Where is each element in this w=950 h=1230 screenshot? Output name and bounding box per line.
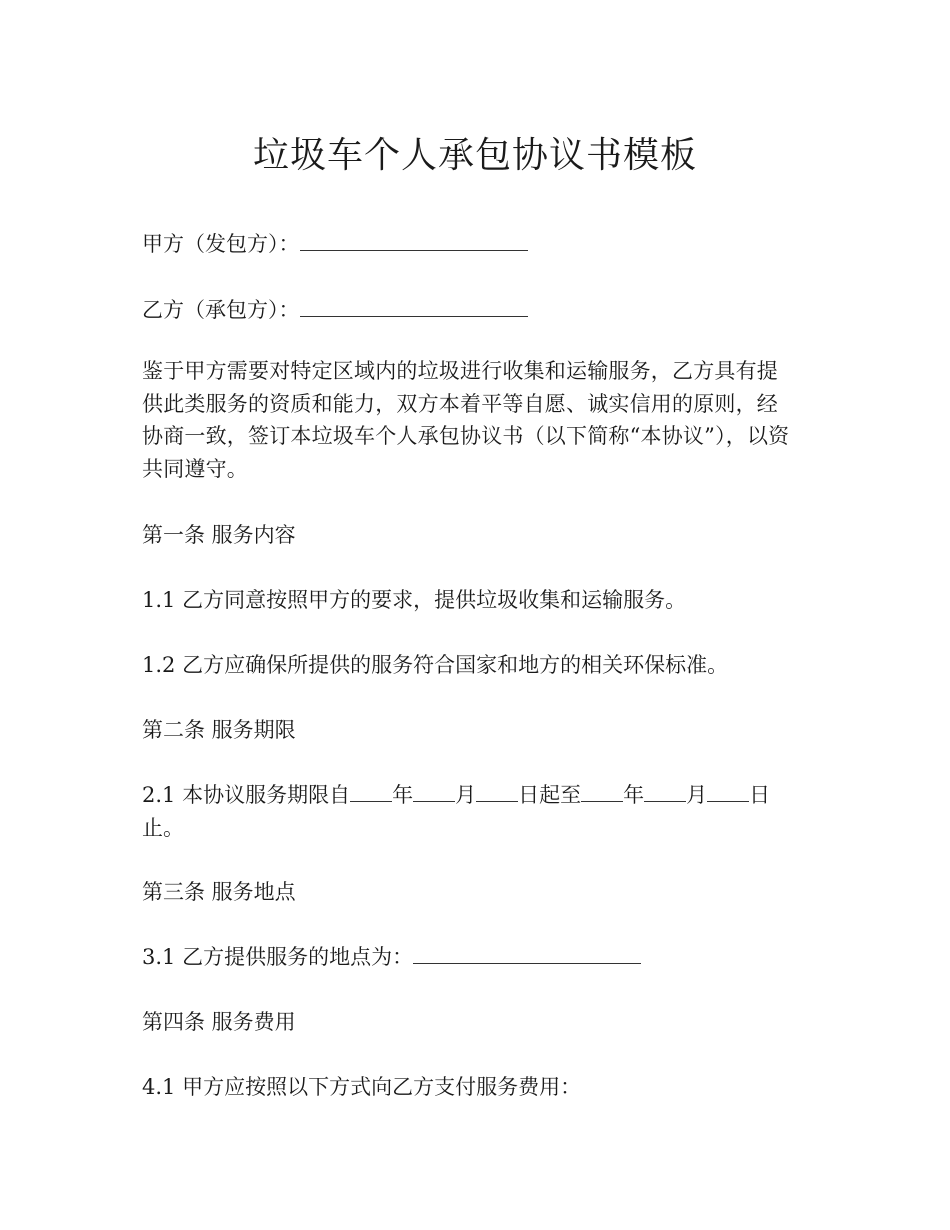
preamble-paragraph: 鉴于甲方需要对特定区域内的垃圾进行收集和运输服务，乙方具有提供此类服务的资质和能力，双方本着平等自愿、诚实信用的原则，经协商一致，签订本垃圾车个人承包协议书（以下简称“本协议”），以资共同遵守。 [142,359,790,481]
article-3-heading: 第三条 服务地点 [142,880,296,904]
clause-4-1: 4.1 甲方应按照以下方式向乙方支付服务费用： [142,1075,582,1099]
end-month-blank[interactable] [644,779,686,802]
end-day-blank[interactable] [707,779,749,802]
clause-1-1: 1.1 乙方同意按照甲方的要求，提供垃圾收集和运输服务。 [142,588,687,612]
clause-2-1 [142,779,770,811]
clause-2-1-end: 止。 [142,816,184,840]
start-year-blank[interactable] [350,779,392,802]
end-month-label: 月 [686,783,708,807]
end-year-label: 年 [623,783,645,807]
article-2-heading: 第二条 服务期限 [142,718,296,742]
clause-2-1-prefix: 2.1 本协议服务期限自 [142,783,351,807]
party-a-label: 甲方（发包方）： [142,232,300,256]
service-location-blank[interactable] [413,941,641,964]
party-a-line [142,228,528,260]
start-year-label: 年 [392,783,414,807]
clause-1-2: 1.2 乙方应确保所提供的服务符合国家和地方的相关环保标准。 [142,653,729,677]
party-b-blank[interactable] [300,294,528,317]
end-day-label: 日 [749,783,771,807]
clause-3-1 [142,941,641,973]
party-b-line [142,294,528,326]
start-month-label: 月 [455,783,477,807]
start-month-blank[interactable] [413,779,455,802]
clause-3-1-label: 3.1 乙方提供服务的地点为： [142,945,414,969]
start-day-label: 日起至 [518,783,582,807]
party-a-blank[interactable] [300,228,528,251]
end-year-blank[interactable] [581,779,623,802]
article-1-heading: 第一条 服务内容 [142,523,296,547]
start-day-blank[interactable] [476,779,518,802]
document-title: 垃圾车个人承包协议书模板 [252,135,697,176]
article-4-heading: 第四条 服务费用 [142,1010,296,1034]
party-b-label: 乙方（承包方）： [142,298,300,322]
